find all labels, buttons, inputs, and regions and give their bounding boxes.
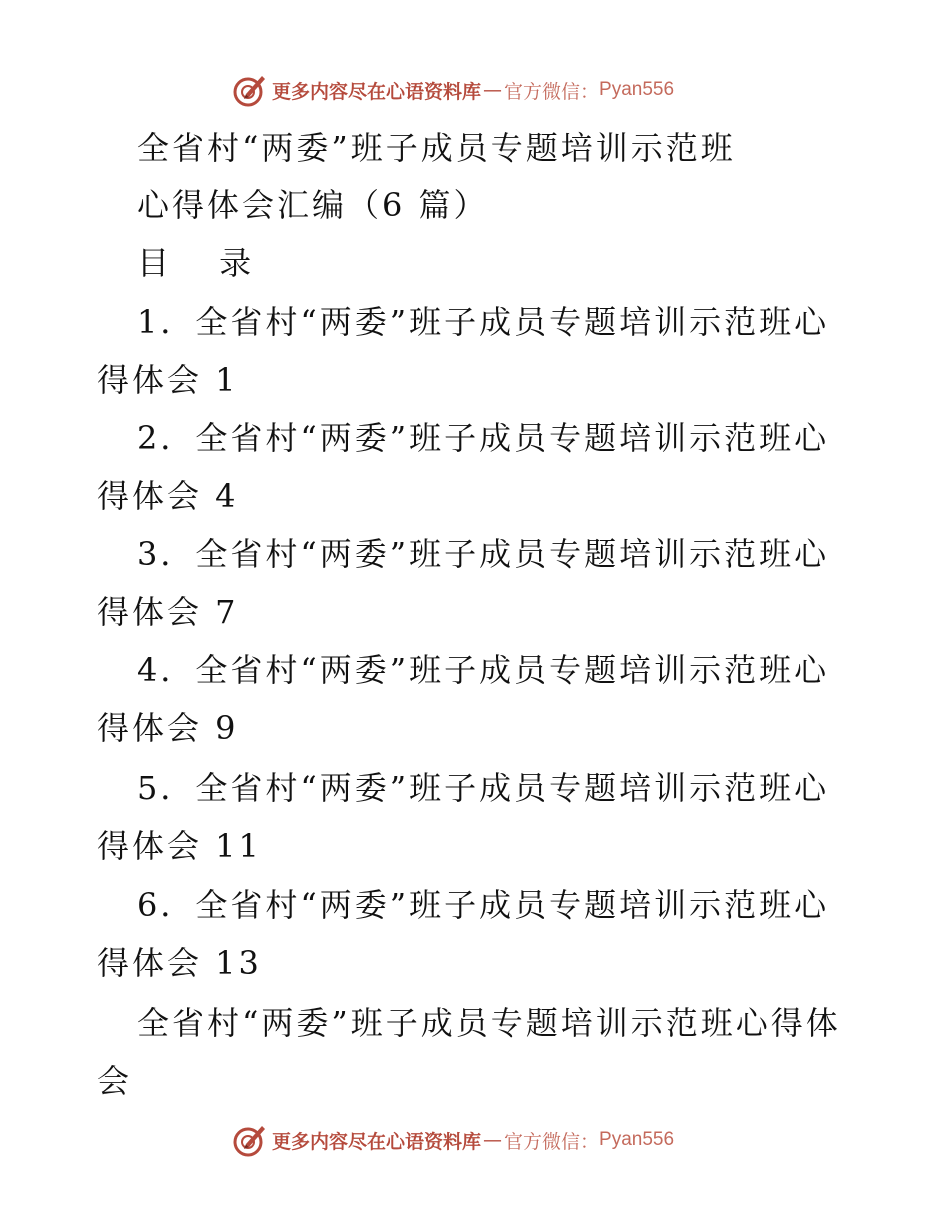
- pen-logo-icon: [232, 1122, 268, 1158]
- section-heading-line-1: 全省村“两委”班子成员专题培训示范班心得体: [137, 1004, 841, 1042]
- toc-item-5-line-1[interactable]: 5．全省村“两委”班子成员专题培训示范班心: [137, 769, 830, 807]
- pen-logo-icon: [232, 72, 268, 108]
- toc-heading: 目 录: [137, 244, 272, 282]
- document-title-line-1: 全省村“两委”班子成员专题培训示范班: [137, 129, 736, 167]
- banner-separator: —: [483, 1129, 503, 1151]
- toc-item-2-line-2[interactable]: 得体会 4: [97, 477, 239, 515]
- toc-item-4-line-2[interactable]: 得体会 9: [97, 709, 239, 747]
- banner-separator: —: [483, 79, 503, 101]
- banner-wechat-label: 官方微信：: [504, 1130, 600, 1153]
- footer-banner: [232, 1120, 674, 1160]
- toc-item-4-line-1[interactable]: 4．全省村“两委”班子成员专题培训示范班心: [137, 651, 830, 689]
- toc-item-2-line-1[interactable]: 2．全省村“两委”班子成员专题培训示范班心: [137, 419, 830, 457]
- toc-item-3-line-2[interactable]: 得体会 7: [97, 593, 239, 631]
- document-title-line-2: 心得体会汇编（6 篇）: [137, 186, 489, 224]
- toc-item-3-line-1[interactable]: 3．全省村“两委”班子成员专题培训示范班心: [137, 535, 830, 573]
- banner-wechat-id: Pyan556: [599, 79, 675, 100]
- toc-item-6-line-1[interactable]: 6．全省村“两委”班子成员专题培训示范班心: [137, 886, 830, 924]
- banner-text: 更多内容尽在心语资料库: [272, 1130, 482, 1153]
- section-heading-line-2: 会: [97, 1062, 133, 1100]
- banner-wechat-id: Pyan556: [599, 1129, 675, 1150]
- toc-item-6-line-2[interactable]: 得体会 13: [97, 944, 262, 982]
- banner-text: 更多内容尽在心语资料库: [272, 80, 482, 103]
- banner-wechat-label: 官方微信：: [504, 80, 600, 103]
- toc-item-1-line-2[interactable]: 得体会 1: [97, 361, 239, 399]
- toc-item-1-line-1[interactable]: 1．全省村“两委”班子成员专题培训示范班心: [137, 303, 830, 341]
- header-banner: [232, 70, 674, 110]
- toc-item-5-line-2[interactable]: 得体会 11: [97, 827, 262, 865]
